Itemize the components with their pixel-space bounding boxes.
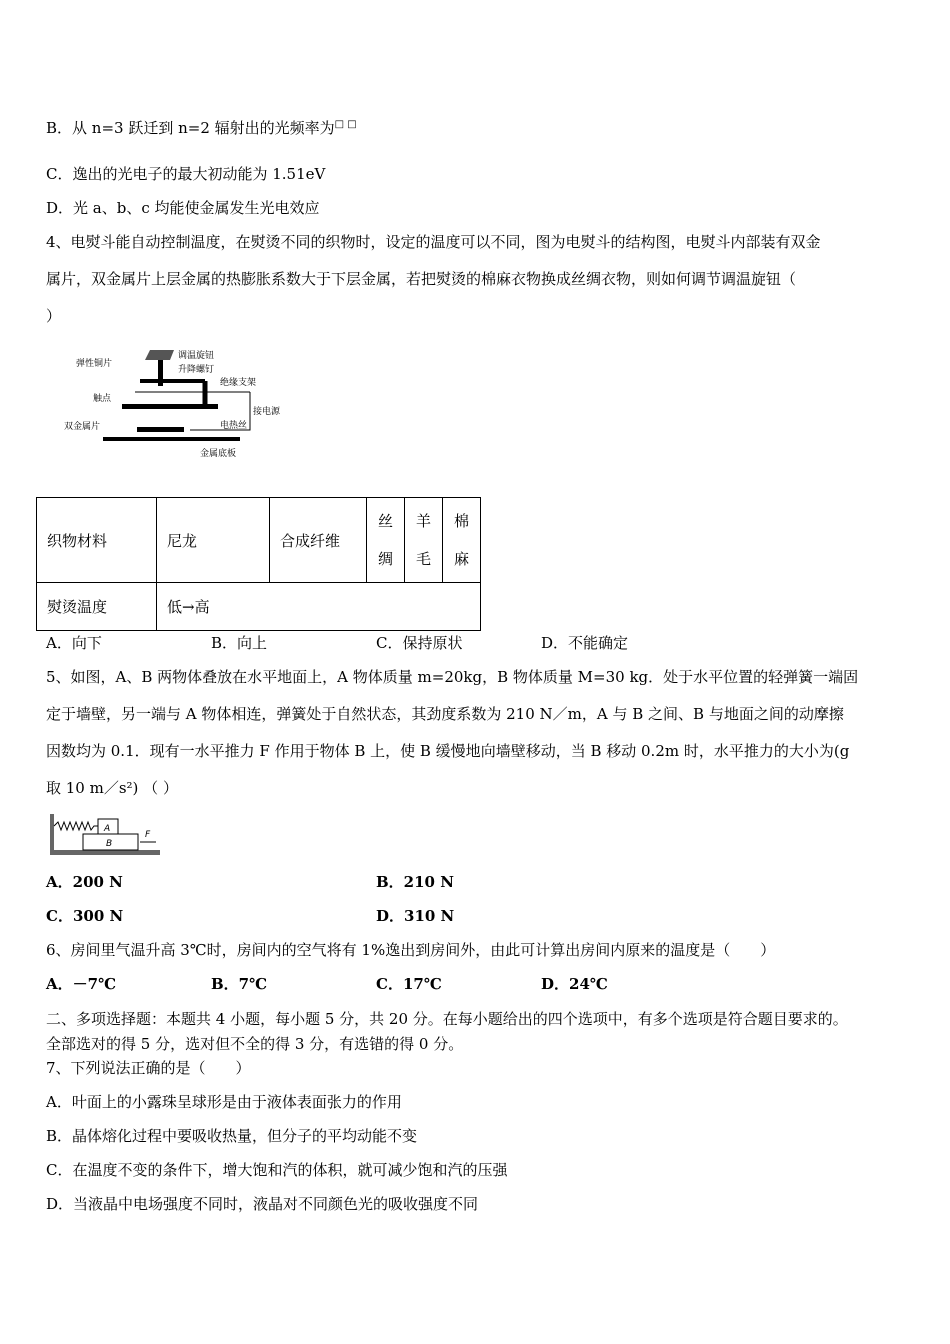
q5-stem-2: 定于墙壁，另一端与 A 物体相连，弹簧处于自然状态，其劲度系数为 210 N／m，A 与 B 之间、B 与地面之间的动摩擦 [46, 705, 844, 723]
q7-option-d: D．当液晶中电场强度不同时，液晶对不同颜色光的吸收强度不同 [46, 1195, 479, 1213]
q3-option-b: B．从 n=3 跃迁到 n=2 辐射出的光频率为□ □ [46, 119, 357, 137]
q7-stem: 7、下列说法正确的是（ ） [46, 1059, 251, 1077]
q5-stem-1: 5、如图，A、B 两物体叠放在水平地面上，A 物体质量 m=20kg，B 物体质量 M=30 kg．处于水平位置的轻弹簧一端固 [46, 668, 859, 686]
cell-wool: 羊 毛 [405, 498, 443, 583]
q5-stem-4: 取 10 m／s²) （ ） [46, 779, 178, 797]
q5-option-d: D．310 N [376, 907, 455, 925]
spring [54, 822, 98, 830]
q5-stem-3: 因数均为 0.1．现有一水平推力 F 作用于物体 B 上，使 B 缓慢地向墙壁移动，当 B 移动 0.2m 时，水平推力的大小为(g [46, 742, 850, 760]
cell-material-head: 织物材料 [37, 498, 157, 583]
cell-temp-head: 熨烫温度 [37, 583, 157, 631]
q6-option-d: D．24℃ [541, 975, 608, 993]
iron-structure-figure [60, 330, 300, 460]
spring-blocks-figure [48, 812, 163, 858]
metal-base [103, 437, 240, 441]
label-base: 金属底板 [200, 449, 237, 459]
section2-heading-1: 二、多项选择题：本题共 4 小题，每小题 5 分，共 20 分。在每小题给出的四个选项中，有多个选项是符合题目要求的。 [46, 1010, 848, 1028]
wall [50, 814, 54, 854]
label-wire: 电热丝 [220, 421, 248, 431]
fabric-temperature-table [36, 497, 481, 631]
q5-option-c: C．300 N [46, 907, 124, 925]
label-contact: 触点 [93, 394, 112, 404]
q6-option-a: A．－7℃ [46, 975, 117, 993]
label-copper: 弹性铜片 [76, 359, 113, 369]
cell-nylon: 尼龙 [157, 498, 270, 583]
q4-stem-1: 4、电熨斗能自动控制温度，在熨烫不同的织物时，设定的温度可以不同，图为电熨斗的结构图，电熨斗内部装有双金 [46, 233, 821, 251]
cell-temp-range: 低→高 [157, 583, 481, 631]
bimetal-strip [122, 404, 218, 409]
q6-option-b: B．7℃ [211, 975, 268, 993]
q3-option-d: D．光 a、b、c 均能使金属发生光电效应 [46, 199, 320, 217]
q6-option-c: C．17℃ [376, 975, 442, 993]
label-support: 绝缘支架 [220, 378, 257, 388]
q4-option-d: D．不能确定 [541, 634, 629, 652]
ground [50, 850, 160, 855]
q4-stem-2: 属片，双金属片上层金属的热膨胀系数大于下层金属，若把熨烫的棉麻衣物换成丝绸衣物，则如何调节调温旋钮（ [46, 270, 797, 288]
q4-stem-3: ） [46, 307, 62, 325]
label-f: F [145, 830, 151, 840]
cell-cotton: 棉 麻 [443, 498, 481, 583]
label-power: 接电源 [253, 407, 281, 417]
q4-option-a: A．向下 [46, 634, 102, 652]
q3-option-c: C．逸出的光电子的最大初动能为 1.51eV [46, 165, 326, 183]
label-b: B [106, 839, 113, 849]
knob-shape [145, 350, 174, 360]
section2-heading-2: 全部选对的得 5 分，选对但不全的得 3 分，有选错的得 0 分。 [46, 1035, 464, 1053]
cell-synthetic: 合成纤维 [270, 498, 367, 583]
label-a: A [104, 824, 111, 834]
cell-silk: 丝 绸 [367, 498, 405, 583]
q5-option-a: A．200 N [46, 873, 123, 891]
label-screw: 升降螺钉 [178, 365, 215, 375]
label-knob: 调温旋钮 [178, 351, 215, 361]
q4-option-c: C．保持原状 [376, 634, 463, 652]
q7-option-c: C．在温度不变的条件下，增大饱和汽的体积，就可减少饱和汽的压强 [46, 1161, 508, 1179]
q6-stem: 6、房间里气温升高 3℃时，房间内的空气将有 1%逸出到房间外，由此可计算出房间内原来的温度是（ ） [46, 941, 776, 959]
q7-option-a: A．叶面上的小露珠呈球形是由于液体表面张力的作用 [46, 1093, 402, 1111]
q7-option-b: B．晶体熔化过程中要吸收热量，但分子的平均动能不变 [46, 1127, 418, 1145]
label-bimetal: 双金属片 [64, 422, 101, 432]
heating-wire [137, 427, 184, 432]
q4-option-b: B．向上 [211, 634, 268, 652]
q5-option-b: B．210 N [376, 873, 454, 891]
